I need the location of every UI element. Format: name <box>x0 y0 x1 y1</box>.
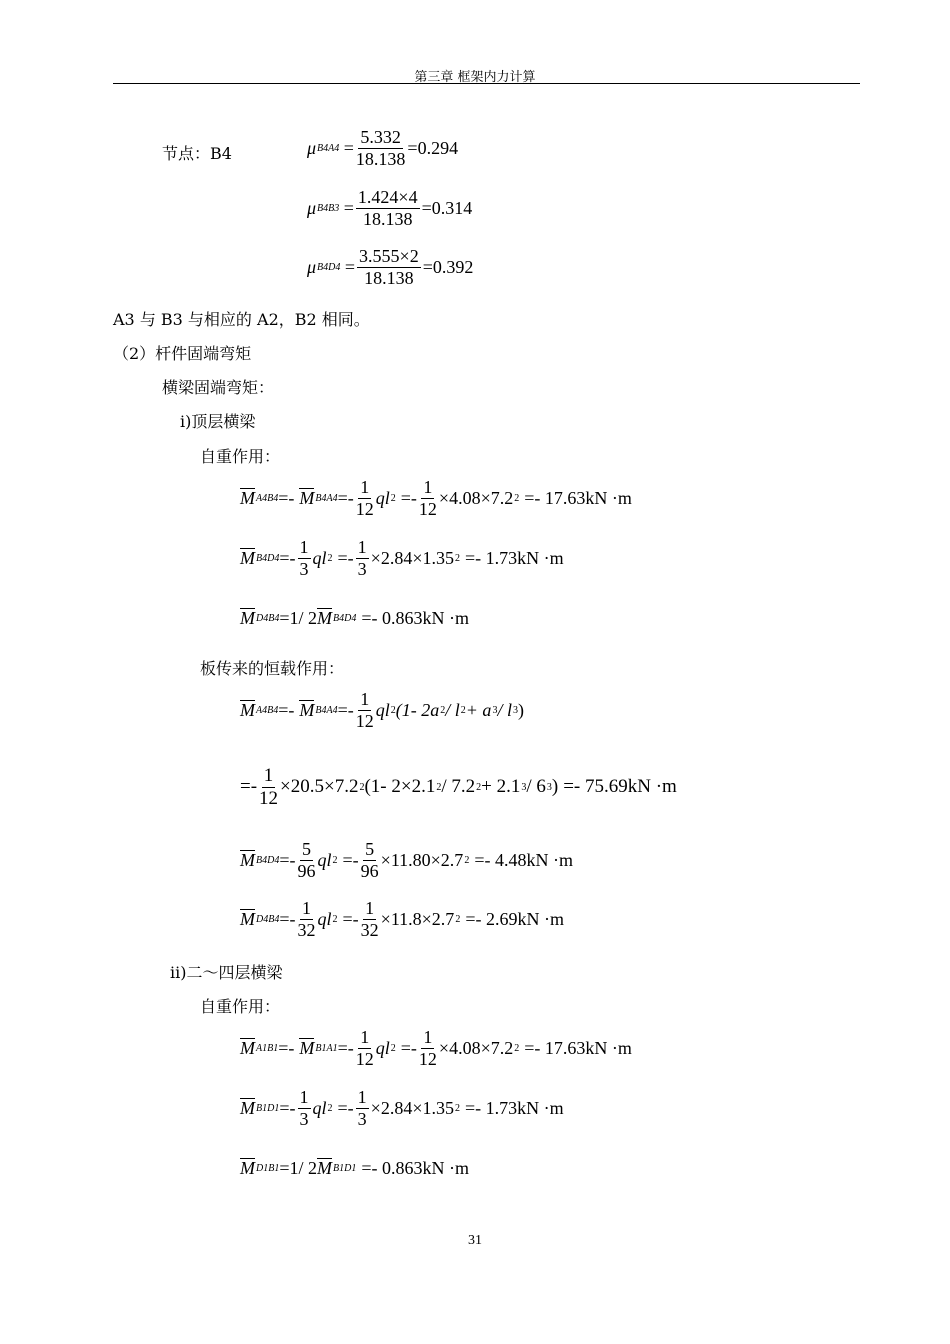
numerator: 1 <box>357 1087 367 1107</box>
equals-sign: =- <box>278 487 295 508</box>
subscript: A4B4 <box>256 492 279 504</box>
result: =- 4.48kN ·m <box>474 849 573 870</box>
superscript: 2 <box>464 854 470 866</box>
numerator: 1 <box>263 765 274 786</box>
term: / l <box>497 699 512 720</box>
equals-sign: =- <box>400 487 417 508</box>
term: ql <box>312 547 327 568</box>
equals-sign: = <box>339 137 354 158</box>
superscript: 2 <box>332 913 338 925</box>
numerator: 3.555×2 <box>359 246 419 266</box>
term: + 2.1 <box>481 776 521 798</box>
term: + a <box>465 699 492 720</box>
fraction <box>298 538 311 579</box>
superscript: 2 <box>514 1042 520 1054</box>
subscript: D1B1 <box>256 1163 280 1174</box>
term: ×4.08×7.2 <box>438 1037 514 1058</box>
superscript: 2 <box>436 781 442 793</box>
result: =- 75.69kN ·m <box>563 776 677 798</box>
result: =- 1.73kN ·m <box>464 547 564 568</box>
subscript: A4B4 <box>256 704 279 716</box>
numerator: 1 <box>357 537 367 557</box>
fraction <box>357 247 421 288</box>
subscript: B4D4 <box>317 261 341 273</box>
sub-heading: 板传来的恒载作用： <box>200 659 345 678</box>
sub-heading: i)顶层横梁 <box>180 412 256 431</box>
superscript: 2 <box>460 704 466 716</box>
result: =- 2.69kN ·m <box>465 908 564 929</box>
node-label: 节点：B4 <box>162 144 232 163</box>
mu-symbol: μ <box>307 197 317 218</box>
fraction <box>356 188 420 229</box>
numerator: 1 <box>360 689 370 709</box>
numerator: 1 <box>302 898 311 918</box>
section-heading: （2）杆件固端弯矩 <box>113 344 252 363</box>
denominator: 3 <box>357 1108 367 1129</box>
superscript: 3 <box>512 704 518 716</box>
numerator: 1.424×4 <box>357 187 418 207</box>
page-number: 31 <box>468 1233 482 1248</box>
moment-symbol: M <box>299 487 315 508</box>
equation <box>240 478 632 519</box>
half-ratio: =1/ 2 <box>279 608 317 628</box>
denominator: 96 <box>360 860 379 881</box>
equation <box>240 1088 564 1129</box>
superscript: 2 <box>455 913 461 925</box>
equals-sign: =- <box>342 849 359 870</box>
equals-sign: =- <box>342 908 359 929</box>
result: =- 0.863kN ·m <box>361 1158 469 1178</box>
subscript: B4D4 <box>333 613 357 624</box>
moment-symbol: M <box>317 608 332 628</box>
half-ratio: =1/ 2 <box>279 1158 317 1178</box>
superscript: 3 <box>492 704 498 716</box>
equation <box>240 899 564 940</box>
denominator: 12 <box>355 498 374 519</box>
numerator: 5.332 <box>360 127 401 147</box>
equals-sign: =- <box>278 699 295 720</box>
equation <box>240 608 469 629</box>
moment-symbol: M <box>240 547 255 568</box>
dist-factor-row <box>307 128 458 169</box>
equals-sign: =- <box>279 849 296 870</box>
equals-sign: =- <box>337 487 354 508</box>
superscript: 2 <box>327 552 333 564</box>
equals-sign: =- <box>337 1097 354 1118</box>
equation <box>240 1158 469 1179</box>
equation <box>240 840 573 881</box>
dist-factor-row <box>307 247 473 288</box>
moment-symbol: M <box>240 1097 255 1118</box>
result: =- 17.63kN ·m <box>524 1037 632 1058</box>
subscript: B4D4 <box>256 854 280 866</box>
result: =- 17.63kN ·m <box>524 487 632 508</box>
equals-sign: =- <box>337 699 354 720</box>
equals-sign: =- <box>337 1037 354 1058</box>
term: ×11.8×2.7 <box>380 908 455 929</box>
term: / 7.2 <box>441 776 476 798</box>
numerator: 1 <box>360 477 370 497</box>
denominator: 32 <box>360 919 379 940</box>
subscript: B4A4 <box>315 704 338 716</box>
sub-heading: ii)二～四层横梁 <box>170 963 283 982</box>
moment-symbol: M <box>299 1037 315 1058</box>
term: / 6 <box>526 776 546 798</box>
denominator: 12 <box>355 710 374 731</box>
term: ql <box>317 849 332 870</box>
moment-symbol: M <box>240 849 255 870</box>
denominator: 12 <box>355 1048 374 1069</box>
term: ×11.80×2.7 <box>380 849 464 870</box>
fraction <box>298 840 316 881</box>
fraction <box>361 840 379 881</box>
superscript: 2 <box>454 1102 460 1114</box>
equation <box>240 690 524 731</box>
term: ql <box>375 699 390 720</box>
denominator: 32 <box>297 919 316 940</box>
denominator: 12 <box>259 787 279 809</box>
moment-symbol: M <box>299 699 315 720</box>
denominator: 3 <box>299 1108 309 1129</box>
header-rule <box>113 83 860 84</box>
term: ×4.08×7.2 <box>438 487 514 508</box>
fraction <box>356 478 374 519</box>
superscript: 2 <box>359 781 365 793</box>
denominator: 96 <box>297 860 316 881</box>
denominator: 12 <box>418 1048 437 1069</box>
moment-symbol: M <box>317 1158 332 1178</box>
fraction <box>419 1028 437 1069</box>
term: ×2.84×1.35 <box>370 547 454 568</box>
superscript: 2 <box>327 1102 333 1114</box>
subscript: D4B4 <box>256 913 280 925</box>
term: ×2.84×1.35 <box>370 1097 454 1118</box>
numerator: 5 <box>365 839 375 859</box>
denominator: 18.138 <box>364 267 414 288</box>
term: ql <box>375 1037 390 1058</box>
subscript: B4A4 <box>315 492 338 504</box>
sub-heading: 自重作用： <box>200 447 281 466</box>
sub-heading: 横梁固端弯矩： <box>162 378 275 397</box>
moment-symbol: M <box>240 1037 255 1058</box>
equation <box>240 538 564 579</box>
term: ) <box>551 776 559 798</box>
moment-symbol: M <box>240 487 255 508</box>
superscript: 2 <box>390 704 396 716</box>
equals-sign: =- <box>279 547 296 568</box>
denominator: 12 <box>418 498 437 519</box>
numerator: 1 <box>365 898 375 918</box>
superscript: 2 <box>332 854 338 866</box>
subscript: A1B1 <box>256 1042 279 1054</box>
fraction <box>298 899 316 940</box>
equals-sign: = <box>339 197 354 218</box>
fraction <box>356 690 374 731</box>
result: =0.294 <box>407 137 459 158</box>
dist-factor-row <box>307 188 472 229</box>
term: ×20.5×7.2 <box>280 776 359 798</box>
subscript: B1A1 <box>315 1042 338 1054</box>
result: =0.314 <box>421 197 473 218</box>
result: =0.392 <box>422 256 474 277</box>
term: ql <box>312 1097 327 1118</box>
denominator: 18.138 <box>363 208 413 229</box>
subscript: B4D4 <box>256 552 280 564</box>
equals-sign: =- <box>337 547 354 568</box>
equals-sign: =- <box>240 776 258 798</box>
numerator: 1 <box>423 1027 433 1047</box>
superscript: 2 <box>390 492 396 504</box>
superscript: 2 <box>514 492 520 504</box>
fraction <box>356 128 406 169</box>
equals-sign: =- <box>278 1037 295 1058</box>
numerator: 1 <box>299 537 309 557</box>
fraction <box>356 538 369 579</box>
term: ) <box>517 699 524 720</box>
page-header-title: 第三章 框架内力计算 <box>414 70 536 85</box>
numerator: 5 <box>302 839 311 859</box>
note-text: A3 与 B3 与相应的 A2，B2 相同。 <box>113 310 370 329</box>
term: (1- 2×2.1 <box>364 776 436 798</box>
superscript: 2 <box>440 704 446 716</box>
moment-symbol: M <box>240 1158 255 1178</box>
term: ql <box>317 908 332 929</box>
moment-symbol: M <box>240 699 255 720</box>
subscript: B1D1 <box>256 1102 280 1114</box>
denominator: 3 <box>357 558 367 579</box>
subscript: D4B4 <box>256 613 280 624</box>
denominator: 18.138 <box>355 148 406 169</box>
superscript: 2 <box>476 781 482 793</box>
fraction <box>356 1088 369 1129</box>
fraction <box>361 899 379 940</box>
equals-sign: =- <box>400 1037 417 1058</box>
fraction <box>298 1088 311 1129</box>
mu-symbol: μ <box>307 256 317 277</box>
fraction <box>356 1028 374 1069</box>
moment-symbol: M <box>240 908 255 929</box>
sub-heading: 自重作用： <box>200 997 281 1016</box>
superscript: 3 <box>521 781 527 793</box>
subscript: B4B3 <box>317 202 340 214</box>
term: / l <box>445 699 460 720</box>
moment-symbol: M <box>240 608 255 628</box>
result: =- 0.863kN ·m <box>361 608 469 628</box>
subscript: B4A4 <box>317 142 340 154</box>
denominator: 3 <box>299 558 309 579</box>
subscript: B1D1 <box>333 1163 357 1174</box>
mu-symbol: μ <box>307 137 317 158</box>
equation <box>240 766 677 809</box>
result: =- 1.73kN ·m <box>464 1097 564 1118</box>
superscript: 2 <box>390 1042 396 1054</box>
equals-sign: =- <box>279 908 296 929</box>
term: ql <box>375 487 390 508</box>
numerator: 1 <box>423 477 433 497</box>
fraction <box>419 478 437 519</box>
fraction <box>259 766 278 809</box>
term: (1- 2a <box>395 699 440 720</box>
superscript: 3 <box>546 781 552 793</box>
numerator: 1 <box>299 1087 309 1107</box>
equals-sign: = <box>340 256 356 277</box>
superscript: 2 <box>454 552 460 564</box>
equals-sign: =- <box>279 1097 296 1118</box>
numerator: 1 <box>360 1027 370 1047</box>
equation <box>240 1028 632 1069</box>
